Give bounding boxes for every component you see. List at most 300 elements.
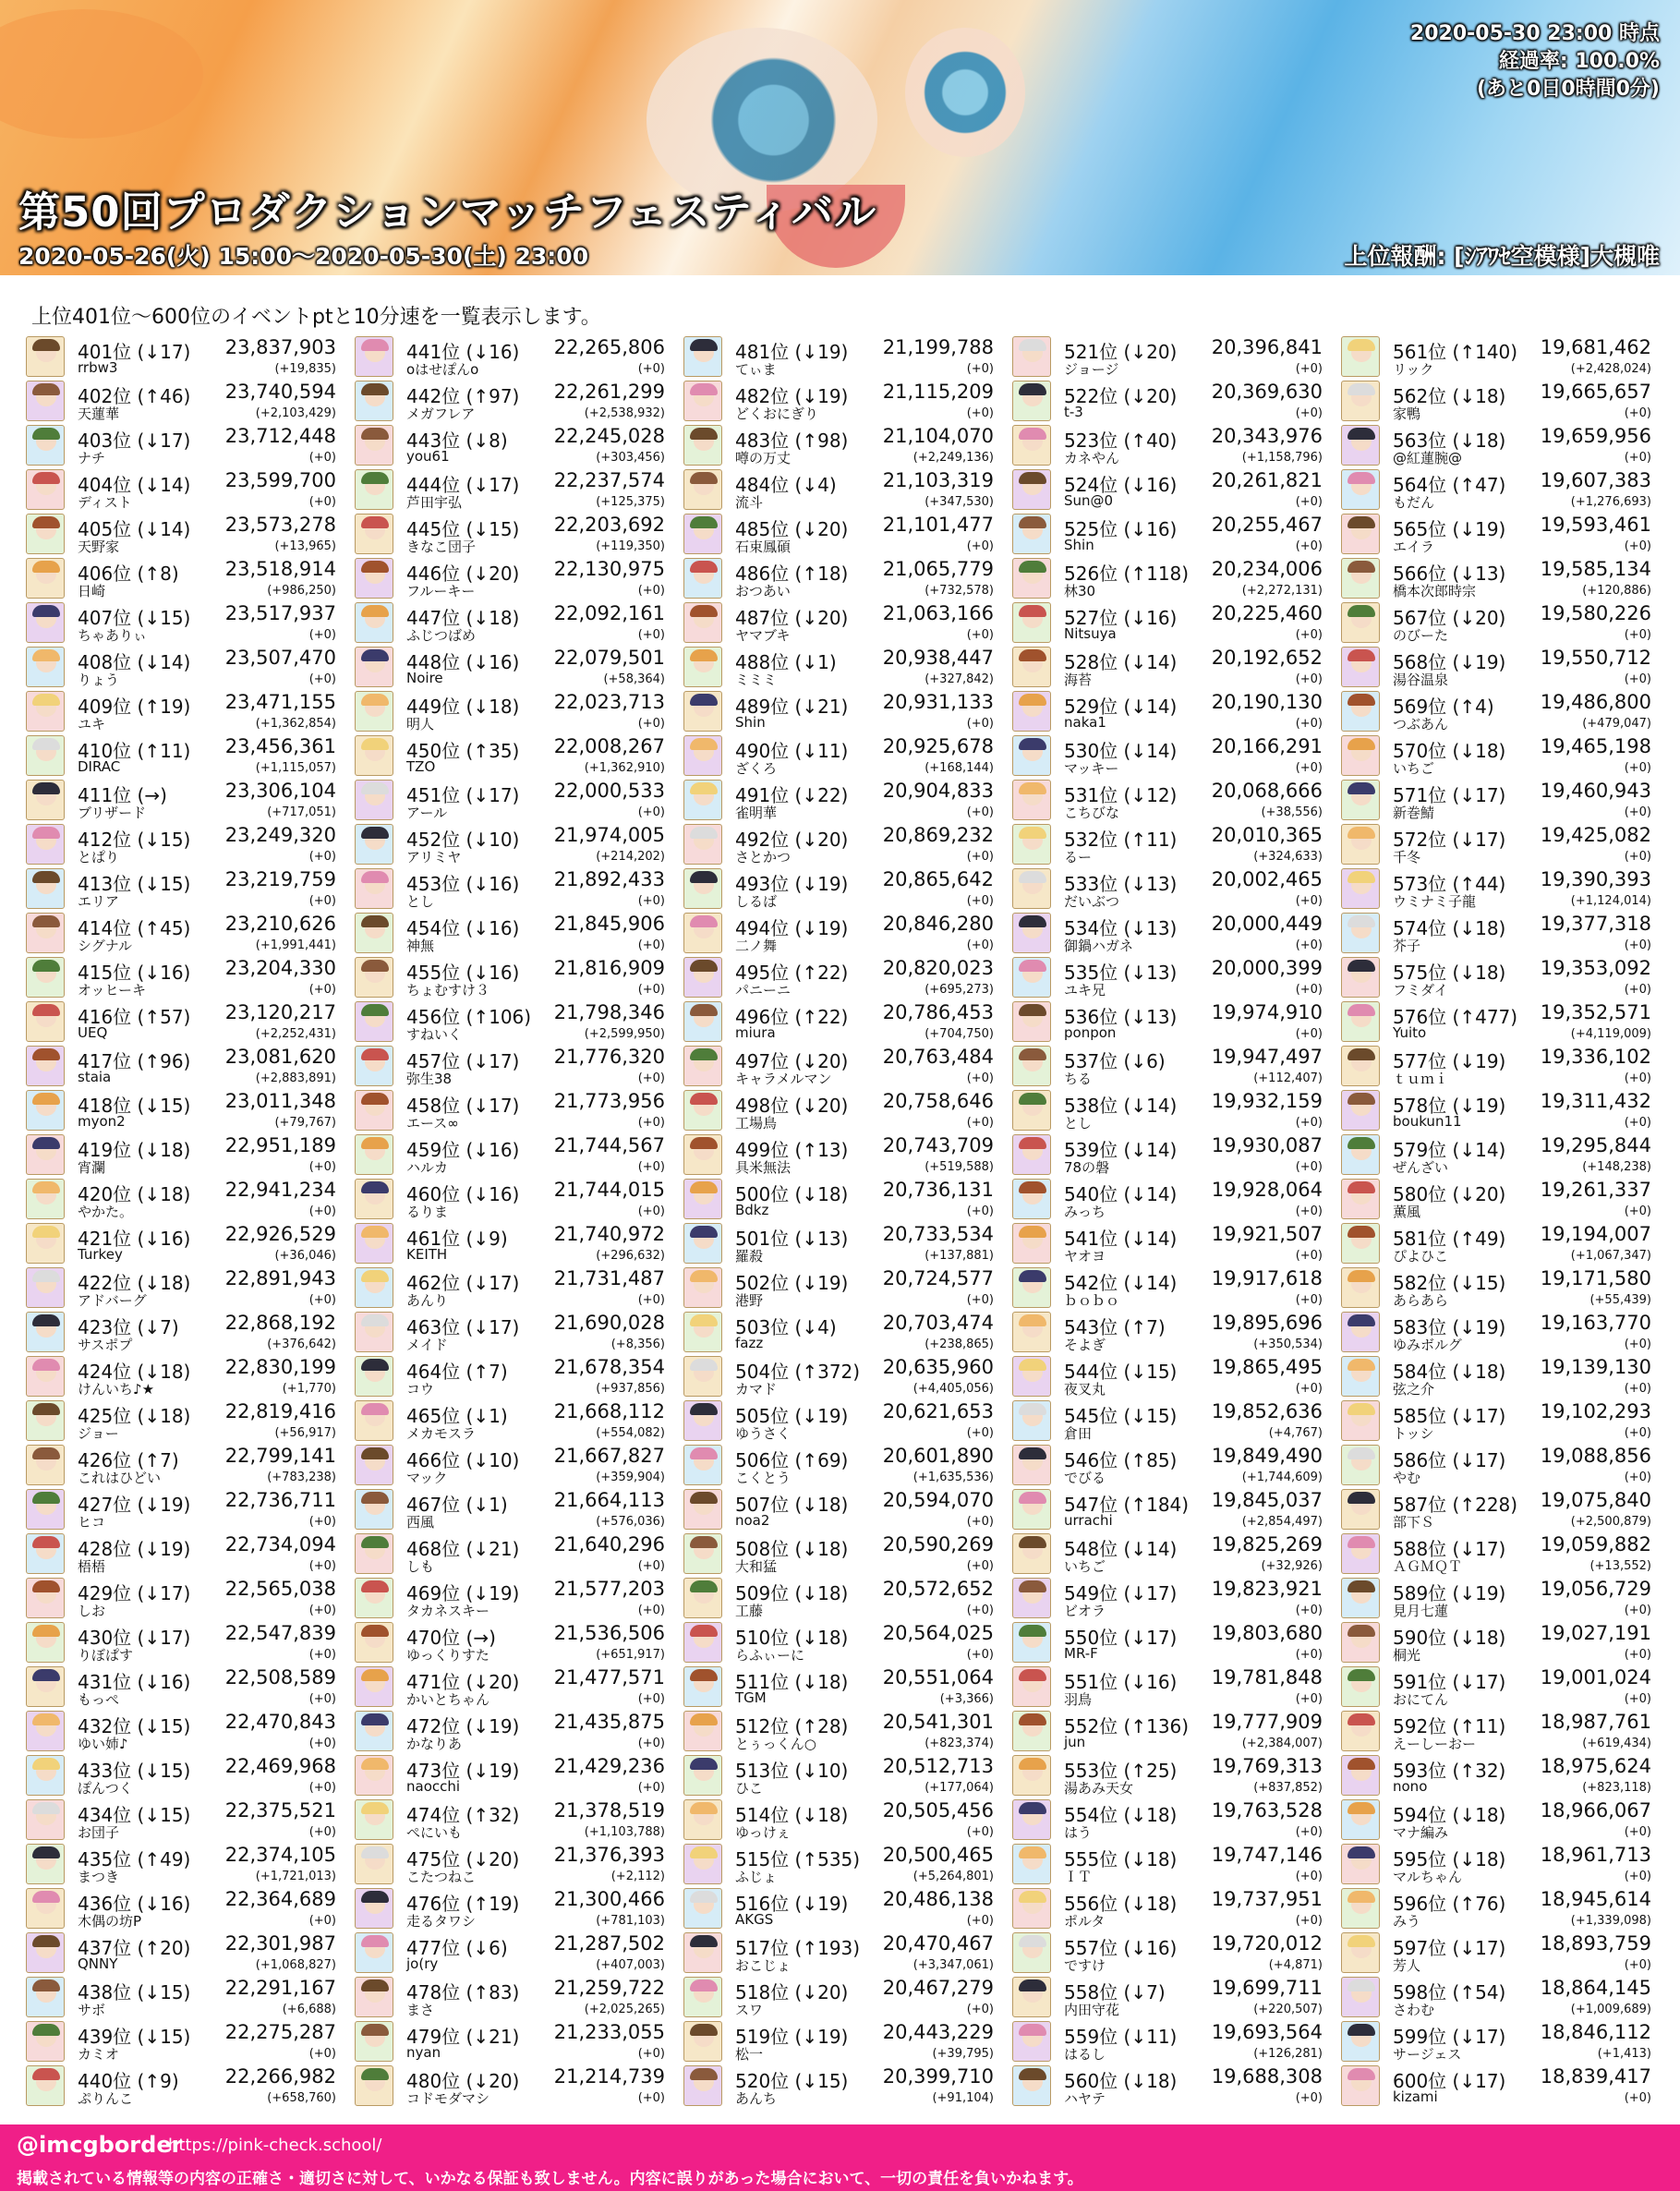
ranking-row — [355, 1088, 669, 1132]
rank-change: 524位 (↓16) — [1064, 474, 1178, 496]
ten-minute-speed: (+2,854,497) — [1241, 1515, 1323, 1529]
event-points: 21,376,393 — [553, 1844, 665, 1866]
ranking-row — [355, 334, 669, 379]
producer-name: りょう — [78, 672, 120, 688]
idol-avatar — [355, 425, 393, 466]
event-points: 19,737,951 — [1211, 1888, 1323, 1910]
ranking-row — [26, 1088, 340, 1132]
rank-change: 564位 (↑47) — [1393, 474, 1506, 496]
rank-change: 539位 (↓14) — [1064, 1139, 1178, 1161]
rank-change: 474位 (↑32) — [406, 1804, 520, 1826]
ranking-row — [1012, 733, 1326, 778]
idol-avatar — [1012, 647, 1051, 687]
rank-change: 467位 (↓1) — [406, 1494, 508, 1516]
ten-minute-speed: (+1,635,536) — [913, 1471, 994, 1484]
ranking-row — [1341, 467, 1655, 512]
ranking-row — [683, 778, 997, 822]
event-points: 20,399,710 — [882, 2065, 994, 2088]
event-points: 20,261,821 — [1211, 469, 1323, 491]
ten-minute-speed: (+0) — [966, 805, 994, 819]
idol-avatar — [355, 1400, 393, 1441]
rank-change: 460位 (↓16) — [406, 1183, 520, 1205]
producer-name: 天野家 — [78, 539, 120, 555]
idol-avatar — [1012, 957, 1051, 998]
idol-avatar — [683, 1932, 722, 1973]
rank-change: 572位 (↓17) — [1393, 829, 1506, 851]
event-points: 18,846,112 — [1540, 2021, 1651, 2043]
rank-change: 411位 (→) — [78, 784, 167, 806]
producer-name: @紅蓮腕@ — [1393, 450, 1463, 466]
event-points: 19,769,313 — [1211, 1755, 1323, 1777]
ten-minute-speed: (+148,238) — [1582, 1160, 1651, 1174]
producer-name: t-3 — [1064, 404, 1083, 420]
ranking-row — [355, 600, 669, 645]
rank-change: 479位 (↓21) — [406, 2026, 520, 2048]
ten-minute-speed: (+0) — [966, 1071, 994, 1085]
event-points: 21,199,788 — [882, 336, 994, 358]
producer-name: 見月七蓮 — [1393, 1603, 1449, 1619]
rank-change: 519位 (↓19) — [735, 2026, 849, 2048]
rank-change: 551位 (↓16) — [1064, 1671, 1178, 1693]
ranking-row — [26, 1620, 340, 1664]
ten-minute-speed: (+0) — [1295, 761, 1323, 775]
rank-change: 546位 (↑85) — [1064, 1449, 1178, 1471]
producer-name: kizami — [1393, 2088, 1438, 2105]
idol-avatar — [355, 1622, 393, 1663]
ten-minute-speed: (+4,767) — [1268, 1426, 1323, 1440]
producer-name: そよぎ — [1064, 1337, 1106, 1353]
ten-minute-speed: (+0) — [1624, 1338, 1651, 1351]
ranking-row — [683, 512, 997, 556]
rank-change: 553位 (↑25) — [1064, 1760, 1178, 1782]
idol-avatar — [1012, 1489, 1051, 1530]
ranking-row — [355, 1620, 669, 1664]
ten-minute-speed: (+0) — [637, 938, 665, 952]
producer-name: ＩＴ — [1064, 1869, 1093, 1885]
ranking-row — [26, 866, 340, 911]
rank-change: 422位 (↓18) — [78, 1272, 191, 1294]
producer-name: メガフレア — [406, 406, 476, 422]
rank-change: 599位 (↓17) — [1393, 2026, 1506, 2048]
rank-change: 457位 (↓17) — [406, 1050, 520, 1072]
idol-avatar — [1012, 780, 1051, 820]
ranking-row — [26, 1398, 340, 1443]
idol-avatar — [1341, 735, 1380, 776]
event-points: 19,425,082 — [1540, 824, 1651, 846]
producer-name: Shin — [735, 714, 766, 731]
event-points: 20,500,465 — [882, 1844, 994, 1866]
ranking-row — [355, 467, 669, 512]
idol-avatar — [1012, 1799, 1051, 1840]
ranking-row — [1012, 1620, 1326, 1664]
idol-avatar — [26, 2065, 65, 2106]
rank-change: 456位 (↑106) — [406, 1006, 532, 1028]
rank-change: 578位 (↓19) — [1393, 1095, 1506, 1117]
ranking-row — [1341, 1709, 1655, 1753]
event-points: 23,081,620 — [224, 1046, 336, 1068]
rank-change: 403位 (↓17) — [78, 430, 191, 452]
ranking-row — [26, 1798, 340, 1842]
event-points: 23,573,278 — [224, 514, 336, 536]
idol-avatar — [1012, 1977, 1051, 2017]
idol-avatar — [683, 514, 722, 554]
producer-name: 夜叉丸 — [1064, 1381, 1106, 1398]
rank-change: 436位 (↓16) — [78, 1893, 191, 1915]
ten-minute-speed: (+554,082) — [596, 1426, 665, 1440]
ranking-row — [355, 1443, 669, 1487]
ten-minute-speed: (+0) — [1295, 1160, 1323, 1174]
rank-change: 535位 (↓13) — [1064, 962, 1178, 984]
rank-change: 463位 (↓17) — [406, 1316, 520, 1338]
event-points: 21,678,354 — [553, 1356, 665, 1378]
event-points: 22,470,843 — [224, 1711, 336, 1733]
ranking-row — [26, 1664, 340, 1709]
rank-change: 431位 (↓16) — [78, 1671, 191, 1693]
producer-name: さわむ — [1393, 2002, 1435, 2018]
ten-minute-speed: (+0) — [308, 495, 336, 509]
ranking-row — [683, 1975, 997, 2019]
producer-name: 工場鳥 — [735, 1115, 778, 1132]
ranking-row — [26, 1044, 340, 1088]
ten-minute-speed: (+0) — [308, 451, 336, 465]
producer-name: ちょむすけ３ — [406, 982, 490, 999]
producer-name: 弥生38 — [406, 1071, 453, 1087]
rank-change: 459位 (↓16) — [406, 1139, 520, 1161]
producer-name: ひこ — [735, 1780, 764, 1797]
producer-name: トッシ — [1393, 1425, 1434, 1442]
rank-change: 522位 (↓20) — [1064, 385, 1178, 407]
ten-minute-speed: (+0) — [308, 1737, 336, 1750]
ten-minute-speed: (+4,119,009) — [1570, 1027, 1651, 1041]
producer-name: パニーニ — [735, 982, 792, 999]
ten-minute-speed: (+0) — [308, 1293, 336, 1307]
producer-name: でびる — [1064, 1470, 1106, 1486]
rank-change: 499位 (↑13) — [735, 1139, 849, 1161]
producer-name: とし — [406, 893, 435, 910]
rank-change: 483位 (↑98) — [735, 430, 849, 452]
rank-change: 482位 (↓19) — [735, 385, 849, 407]
ten-minute-speed: (+0) — [308, 894, 336, 908]
event-points: 22,237,574 — [553, 469, 665, 491]
ten-minute-speed: (+303,456) — [596, 451, 665, 465]
event-points: 20,786,453 — [882, 1001, 994, 1023]
ranking-column — [1012, 334, 1326, 2108]
event-points: 21,740,972 — [553, 1223, 665, 1245]
idol-avatar — [355, 381, 393, 421]
event-points: 18,839,417 — [1540, 2065, 1651, 2088]
twitter-handle-link[interactable]: @imcgborder — [17, 2132, 183, 2158]
producer-name: noa2 — [735, 1512, 770, 1529]
event-points: 19,056,729 — [1540, 1578, 1651, 1600]
idol-avatar — [26, 602, 65, 643]
ranking-row — [1341, 999, 1655, 1044]
producer-name: DIRAC — [78, 758, 121, 775]
ranking-row — [26, 1709, 340, 1753]
event-points: 20,486,138 — [882, 1888, 994, 1910]
event-points: 23,219,759 — [224, 868, 336, 890]
idol-avatar — [26, 1578, 65, 1618]
ranking-row — [683, 955, 997, 999]
producer-name: まさ — [406, 2002, 435, 2018]
ranking-column — [355, 334, 669, 2108]
idol-avatar — [355, 868, 393, 909]
ten-minute-speed: (+0) — [308, 1204, 336, 1218]
ranking-row — [355, 512, 669, 556]
event-points: 19,001,024 — [1540, 1666, 1651, 1689]
ranking-row — [1012, 1443, 1326, 1487]
ten-minute-speed: (+0) — [637, 362, 665, 376]
producer-name: はるし — [1064, 2046, 1106, 2063]
ten-minute-speed: (+0) — [637, 1204, 665, 1218]
ranking-row — [26, 556, 340, 600]
ranking-row — [1341, 1487, 1655, 1531]
rank-change: 506位 (↑69) — [735, 1449, 849, 1471]
ranking-column — [1341, 334, 1655, 2108]
ten-minute-speed: (+0) — [1295, 1825, 1323, 1839]
ten-minute-speed: (+0) — [1295, 628, 1323, 642]
event-points: 21,664,113 — [553, 1489, 665, 1511]
event-points: 20,733,534 — [882, 1223, 994, 1245]
idol-avatar — [1012, 1666, 1051, 1707]
ranking-row — [683, 1576, 997, 1620]
producer-name: ゆみボルグ — [1393, 1337, 1462, 1353]
ten-minute-speed: (+0) — [966, 539, 994, 553]
producer-name: naka1 — [1064, 714, 1106, 731]
idol-avatar — [355, 957, 393, 998]
event-points: 23,518,914 — [224, 558, 336, 580]
event-points: 21,577,203 — [553, 1578, 665, 1600]
producer-name: かいとちゃん — [406, 1691, 490, 1708]
ten-minute-speed: (+0) — [637, 1781, 665, 1795]
ranking-row — [1341, 1931, 1655, 1975]
rank-change: 573位 (↑44) — [1393, 873, 1506, 895]
rank-change: 591位 (↓17) — [1393, 1671, 1506, 1693]
producer-name: ぺにいも — [406, 1824, 463, 1841]
rank-change: 469位 (↓19) — [406, 1582, 520, 1604]
ranking-row — [26, 600, 340, 645]
ranking-row — [683, 1886, 997, 1931]
idol-avatar — [1012, 602, 1051, 643]
ranking-row — [26, 645, 340, 689]
idol-avatar — [683, 558, 722, 599]
idol-avatar — [683, 647, 722, 687]
ten-minute-speed: (+0) — [1295, 983, 1323, 997]
ten-minute-speed: (+0) — [966, 2003, 994, 2016]
ten-minute-speed: (+238,865) — [925, 1338, 994, 1351]
rank-change: 446位 (↓20) — [406, 563, 520, 585]
producer-name: myon2 — [78, 1113, 126, 1130]
idol-avatar — [26, 2021, 65, 2062]
rank-change: 528位 (↓14) — [1064, 651, 1178, 673]
rank-change: 556位 (↓18) — [1064, 1893, 1178, 1915]
producer-name: ｂｏｂｏ — [1064, 1292, 1120, 1309]
ranking-row — [1012, 1842, 1326, 1886]
event-points: 22,245,028 — [553, 425, 665, 447]
idol-avatar — [1012, 1755, 1051, 1796]
idol-avatar — [355, 1799, 393, 1840]
rank-change: 582位 (↓15) — [1393, 1272, 1506, 1294]
rank-change: 504位 (↑372) — [735, 1361, 861, 1383]
event-points: 20,594,070 — [882, 1489, 994, 1511]
producer-name: エイラ — [1393, 539, 1435, 555]
event-points: 23,120,217 — [224, 1001, 336, 1023]
rank-change: 511位 (↓18) — [735, 1671, 849, 1693]
ten-minute-speed: (+2,025,265) — [584, 2003, 665, 2016]
idol-avatar — [1341, 647, 1380, 687]
ten-minute-speed: (+0) — [966, 1648, 994, 1662]
event-points: 21,435,875 — [553, 1711, 665, 1733]
ten-minute-speed: (+0) — [966, 717, 994, 731]
event-points: 20,512,713 — [882, 1755, 994, 1777]
rank-change: 532位 (↑11) — [1064, 829, 1178, 851]
idol-avatar — [683, 1046, 722, 1086]
event-points: 22,799,141 — [224, 1445, 336, 1467]
ranking-row — [355, 1842, 669, 1886]
idol-avatar — [683, 1977, 722, 2017]
producer-name: アドバーグ — [78, 1292, 147, 1309]
ten-minute-speed: (+119,350) — [596, 539, 665, 553]
rank-change: 448位 (↓16) — [406, 651, 520, 673]
idol-avatar — [683, 1223, 722, 1264]
ranking-row — [1341, 1620, 1655, 1664]
event-points: 19,825,269 — [1211, 1533, 1323, 1555]
producer-name: とぅっくん○ — [735, 1736, 816, 1752]
event-points: 19,607,383 — [1540, 469, 1651, 491]
ranking-row — [355, 955, 669, 999]
idol-avatar — [1012, 1312, 1051, 1352]
ranking-row — [26, 1443, 340, 1487]
rank-change: 588位 (↓17) — [1393, 1538, 1506, 1560]
event-points: 20,190,130 — [1211, 691, 1323, 713]
rank-change: 484位 (↓4) — [735, 474, 837, 496]
ranking-row — [355, 379, 669, 423]
ten-minute-speed: (+36,046) — [274, 1249, 336, 1263]
producer-name: あんち — [735, 2090, 778, 2107]
ten-minute-speed: (+519,588) — [925, 1160, 994, 1174]
ten-minute-speed: (+19,835) — [274, 362, 336, 376]
event-points: 20,572,652 — [882, 1578, 994, 1600]
event-points: 20,621,653 — [882, 1400, 994, 1422]
idol-avatar — [683, 1755, 722, 1796]
ranking-row — [683, 1044, 997, 1088]
event-points: 19,823,921 — [1211, 1578, 1323, 1600]
idol-avatar — [26, 1001, 65, 1042]
idol-avatar — [1341, 1179, 1380, 1219]
ranking-row — [1012, 1664, 1326, 1709]
producer-name: jun — [1064, 1734, 1086, 1750]
ten-minute-speed: (+0) — [966, 938, 994, 952]
event-points: 23,599,700 — [224, 469, 336, 491]
ten-minute-speed: (+407,003) — [596, 1958, 665, 1972]
idol-avatar — [355, 1356, 393, 1397]
event-points: 20,000,399 — [1211, 957, 1323, 979]
ranking-row — [355, 1044, 669, 1088]
rank-change: 585位 (↓17) — [1393, 1405, 1506, 1427]
ten-minute-speed: (+0) — [308, 1825, 336, 1839]
idol-avatar — [355, 1932, 393, 1973]
idol-avatar — [1012, 425, 1051, 466]
ten-minute-speed: (+2,112) — [610, 1870, 665, 1883]
idol-avatar — [355, 1134, 393, 1175]
ranking-row — [355, 1177, 669, 1221]
producer-name: 木偶の坊P — [78, 1913, 142, 1930]
rank-change: 493位 (↓19) — [735, 873, 849, 895]
producer-name: 梧梧 — [78, 1558, 106, 1575]
ten-minute-speed: (+0) — [308, 1559, 336, 1573]
event-points: 19,865,495 — [1211, 1356, 1323, 1378]
event-points: 23,210,626 — [224, 913, 336, 935]
producer-name: ざくろ — [735, 760, 778, 777]
producer-name: you61 — [406, 448, 450, 465]
idol-avatar — [355, 824, 393, 865]
event-points: 19,088,856 — [1540, 1445, 1651, 1467]
idol-avatar — [683, 425, 722, 466]
rank-change: 577位 (↓19) — [1393, 1050, 1506, 1072]
ten-minute-speed: (+658,760) — [267, 2091, 336, 2105]
producer-name: カネやん — [1064, 450, 1120, 466]
event-points: 20,869,232 — [882, 824, 994, 846]
producer-name: おにてん — [1393, 1691, 1449, 1708]
idol-avatar — [1012, 824, 1051, 865]
site-url-link[interactable]: https://pink-check.school/ — [168, 2136, 382, 2155]
rank-change: 409位 (↑19) — [78, 696, 191, 718]
ranking-row — [355, 1886, 669, 1931]
ten-minute-speed: (+1,124,014) — [1570, 894, 1651, 908]
ranking-row — [683, 1798, 997, 1842]
idol-avatar — [26, 647, 65, 687]
rank-change: 406位 (↑8) — [78, 563, 179, 585]
producer-name: ふじょ — [735, 1869, 778, 1885]
producer-name: ナチ — [78, 450, 106, 466]
event-points: 21,300,466 — [553, 1888, 665, 1910]
event-points: 19,852,636 — [1211, 1400, 1323, 1422]
ranking-row — [26, 1310, 340, 1354]
rank-change: 561位 (↑140) — [1393, 341, 1518, 363]
ten-minute-speed: (+0) — [1295, 1027, 1323, 1041]
event-points: 20,703,474 — [882, 1312, 994, 1334]
idol-avatar — [26, 780, 65, 820]
producer-name: MR-F — [1064, 1645, 1098, 1662]
event-points: 19,194,007 — [1540, 1223, 1651, 1245]
ranking-row — [355, 822, 669, 866]
rank-change: 503位 (↓4) — [735, 1316, 837, 1338]
idol-avatar — [355, 1755, 393, 1796]
ten-minute-speed: (+0) — [1624, 2091, 1651, 2105]
ten-minute-speed: (+0) — [637, 894, 665, 908]
ten-minute-speed: (+0) — [637, 805, 665, 819]
event-points: 19,681,462 — [1540, 336, 1651, 358]
idol-avatar — [26, 1223, 65, 1264]
ten-minute-speed: (+1,276,693) — [1570, 495, 1651, 509]
event-points: 23,740,594 — [224, 381, 336, 403]
event-points: 22,291,167 — [224, 1977, 336, 1999]
ranking-row — [1341, 1576, 1655, 1620]
producer-name: ぜんざい — [1393, 1159, 1449, 1176]
event-points: 22,203,692 — [553, 514, 665, 536]
producer-name: ゆい姉♪ — [78, 1736, 128, 1752]
event-points: 19,353,092 — [1540, 957, 1651, 979]
event-points: 21,063,166 — [882, 602, 994, 624]
idol-avatar — [1341, 1666, 1380, 1707]
rank-change: 477位 (↓6) — [406, 1937, 508, 1959]
idol-avatar — [683, 381, 722, 421]
rank-change: 508位 (↓18) — [735, 1538, 849, 1560]
event-points: 21,429,236 — [553, 1755, 665, 1777]
idol-avatar — [1341, 336, 1380, 377]
producer-name: メカモスラ — [406, 1425, 477, 1442]
rank-change: 592位 (↑11) — [1393, 1715, 1506, 1737]
ten-minute-speed: (+0) — [966, 1426, 994, 1440]
